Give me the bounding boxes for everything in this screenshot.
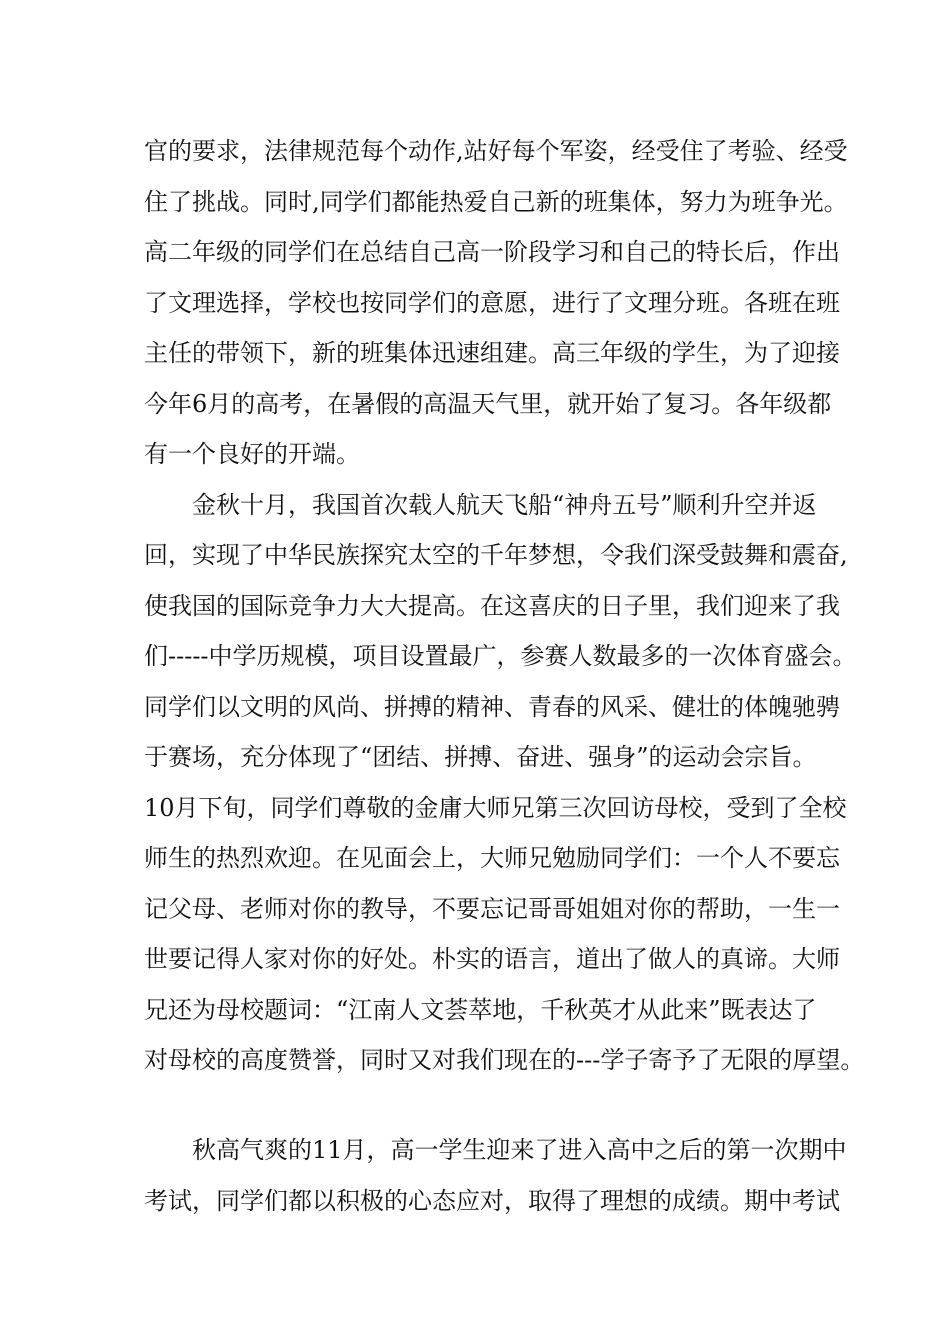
text-line: 高二年级的同学们在总结自己高一阶段学习和自己的特长后，作出	[144, 238, 840, 266]
text-line: 有一个良好的开端。	[144, 440, 360, 468]
text-line: 们-----中学历规模，项目设置最广，参赛人数最多的一次体育盛会。	[144, 642, 857, 670]
text-line: 兄还为母校题词：“江南人文荟萃地，千秋英才从此来”既表达了	[144, 996, 817, 1024]
text-line: 今年6月的高考，在暑假的高温天气里，就开始了复习。各年级都	[144, 390, 832, 418]
text-line: 住了挑战。同时,同学们都能热爱自己新的班集体，努力为班争光。	[144, 188, 848, 216]
text-line: 使我国的国际竞争力大大提高。在这喜庆的日子里，我们迎来了我	[144, 592, 840, 620]
text-line: 主任的带领下，新的班集体迅速组建。高三年级的学生，为了迎接	[144, 339, 840, 367]
text-line: 世要记得人家对你的好处。朴实的语言，道出了做人的真谛。大师	[144, 945, 840, 973]
text-line: 考试，同学们都以积极的心态应对，取得了理想的成绩。期中考试	[144, 1187, 840, 1215]
text-line: 同学们以文明的风尚、拼搏的精神、青春的风采、健壮的体魄驰骋	[144, 693, 840, 721]
text-line: 师生的热烈欢迎。在见面会上，大师兄勉励同学们：一个人不要忘	[144, 844, 840, 872]
text-line: 秋高气爽的11月，高一学生迎来了进入高中之后的第一次期中	[144, 1136, 847, 1164]
text-line: 于赛场，充分体现了“团结、拼搏、奋进、强身”的运动会宗旨。	[144, 743, 817, 771]
text-line: 对母校的高度赞誉，同时又对我们现在的---学子寄予了无限的厚望。	[144, 1046, 865, 1074]
text-line: 回，实现了中华民族探究太空的千年梦想，令我们深受鼓舞和震奋,	[144, 541, 848, 569]
text-line: 了文理选择，学校也按同学们的意愿，进行了文理分班。各班在班	[144, 289, 840, 317]
text-line: 10月下旬，同学们尊敬的金庸大师兄第三次回访母校，受到了全校	[144, 794, 847, 822]
text-line: 官的要求，法律规范每个动作,站好每个军姿，经受住了考验、经受	[144, 137, 848, 165]
text-line: 金秋十月，我国首次载人航天飞船“神舟五号”顺利升空并返	[144, 491, 817, 519]
text-line: 记父母、老师对你的教导，不要忘记哥哥姐姐对你的帮助，一生一	[144, 895, 840, 923]
